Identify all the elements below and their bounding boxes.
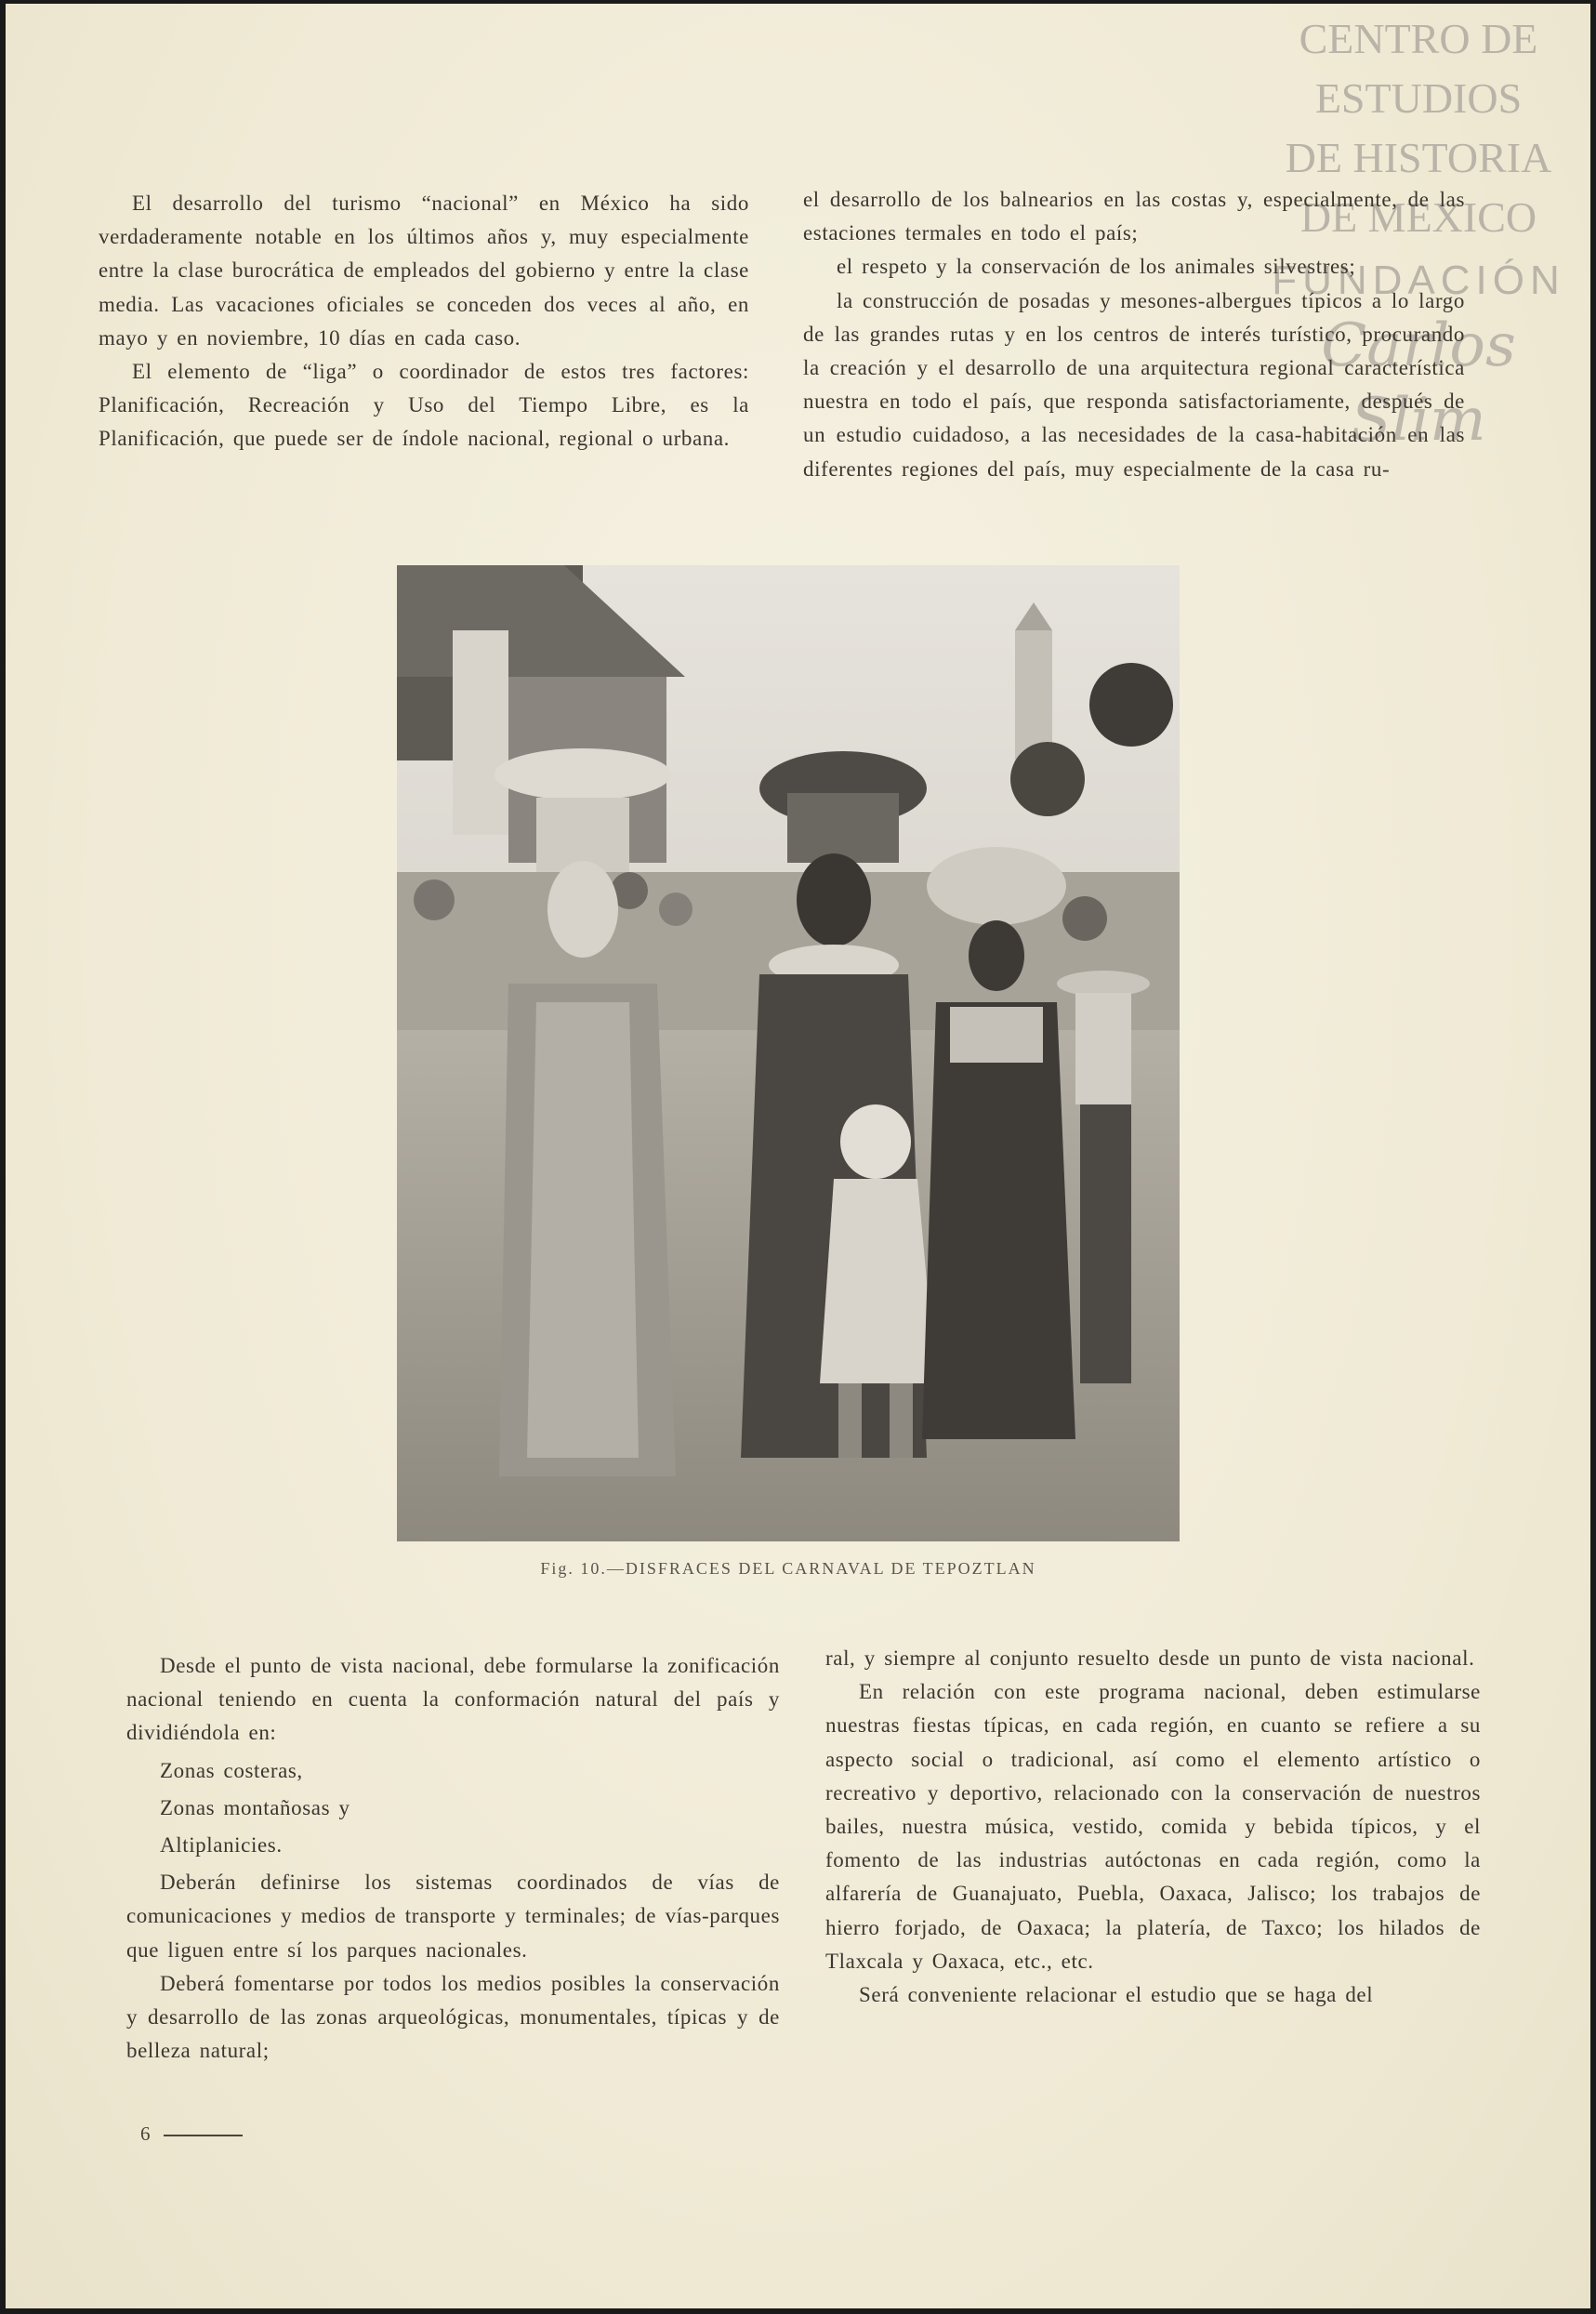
paragraph: El desarrollo del turismo “nacional” en México ha sido verdaderamente notable en los últimos años y, muy especialmente entre la clase burocrática de empleados del gobierno y entre la clase media. Las vacaciones oficiales se conceden dos veces al año, en mayo y en noviembre, 10 días en cada caso. <box>99 192 749 350</box>
watermark-line: DE HISTORIA <box>1285 134 1552 181</box>
carnival-photograph <box>397 565 1180 1541</box>
bottom-right-column <box>825 1642 1481 2012</box>
paragraph: el desarrollo de los balnearios en las costas y, especialmente, de las estaciones termales en todo el país; <box>803 188 1465 245</box>
paragraph: Deberán definirse los sistemas coordinados de vías de comunicaciones y medios de transporte y terminales; de vías-parques que liguen entre sí los parques nacionales. <box>126 1871 780 1962</box>
document-page <box>6 4 1590 2308</box>
zone-list-item: Zonas montañosas y <box>160 1795 350 1819</box>
page-number: 6 <box>140 2122 151 2145</box>
paragraph: Será conveniente relacionar el estudio que se haga del <box>859 1983 1374 2007</box>
watermark-line: ESTUDIOS <box>1314 74 1523 122</box>
paragraph: En relación con este programa nacional, deben estimularse nuestras fiestas típicas, en cada región, en cuanto se refiere a su aspecto social o tradicional, así como el elemento artístico o recreativo y deportivo, relacionado con la conservación de nuestros bailes, nuestra música, vestido, comida y bebida típicos, y el fomento de las industrias autóctonas en cada región, como la alfarería de Guanajuato, Puebla, Oaxaca, Jalisco; los trabajos de hierro forjado, de Oaxaca; la platería, de Taxco; los hilados de Tlaxcala y Oaxaca, etc., etc. <box>825 1680 1481 1973</box>
bottom-left-column <box>126 1649 780 2068</box>
page-number-rule <box>164 2135 243 2136</box>
watermark-line: DE MEXICO <box>1299 193 1537 241</box>
paragraph: El elemento de “liga” o coordinador de estos tres factores: Planificación, Recreación y Uso del Tiempo Libre, es la Planificación, que puede ser de índole nacional, regional o urbana. <box>99 360 749 451</box>
figure-caption: Fig. 10.—DISFRACES DEL CARNAVAL DE TEPOZTLAN <box>540 1559 1036 1578</box>
watermark-foundation: FUNDACIÓN <box>1272 258 1565 303</box>
watermark-signature: Carlos Slim <box>1321 311 1516 455</box>
top-right-column <box>803 183 1465 486</box>
photo-illustration <box>397 565 1180 1541</box>
top-left-column <box>99 187 749 456</box>
paragraph: Desde el punto de vista nacional, debe formularse la zonificación nacional teniendo en cuenta la conformación natural del país y dividiéndola en: <box>126 1654 780 1745</box>
paragraph: el respeto y la conservación de los animales silvestres; <box>837 255 1356 279</box>
paragraph: Deberá fomentarse por todos los medios posibles la conservación y desarrollo de las zonas arqueológicas, monumentales, típicas y de belleza natural; <box>126 1971 780 2063</box>
zone-list-item: Zonas costeras, <box>160 1758 303 1782</box>
paragraph: la construcción de posadas y mesones-albergues típicos a lo largo de las grandes rutas y en los centros de interés turístico, procurando la creación y el desarrollo de una arquitectura regional característica nuestra en todo el país, que responda satisfactoriamente, después de un estudio cuidadoso, a las necesidades de la casa-habitación en las diferentes regiones del país, muy especialmente de la casa ru- <box>803 288 1465 481</box>
zone-list-item: Altiplanicies. <box>160 1833 283 1858</box>
watermark-line: CENTRO DE <box>1299 15 1538 62</box>
paragraph: ral, y siempre al conjunto resuelto desde un punto de vista nacional. <box>825 1646 1475 1670</box>
